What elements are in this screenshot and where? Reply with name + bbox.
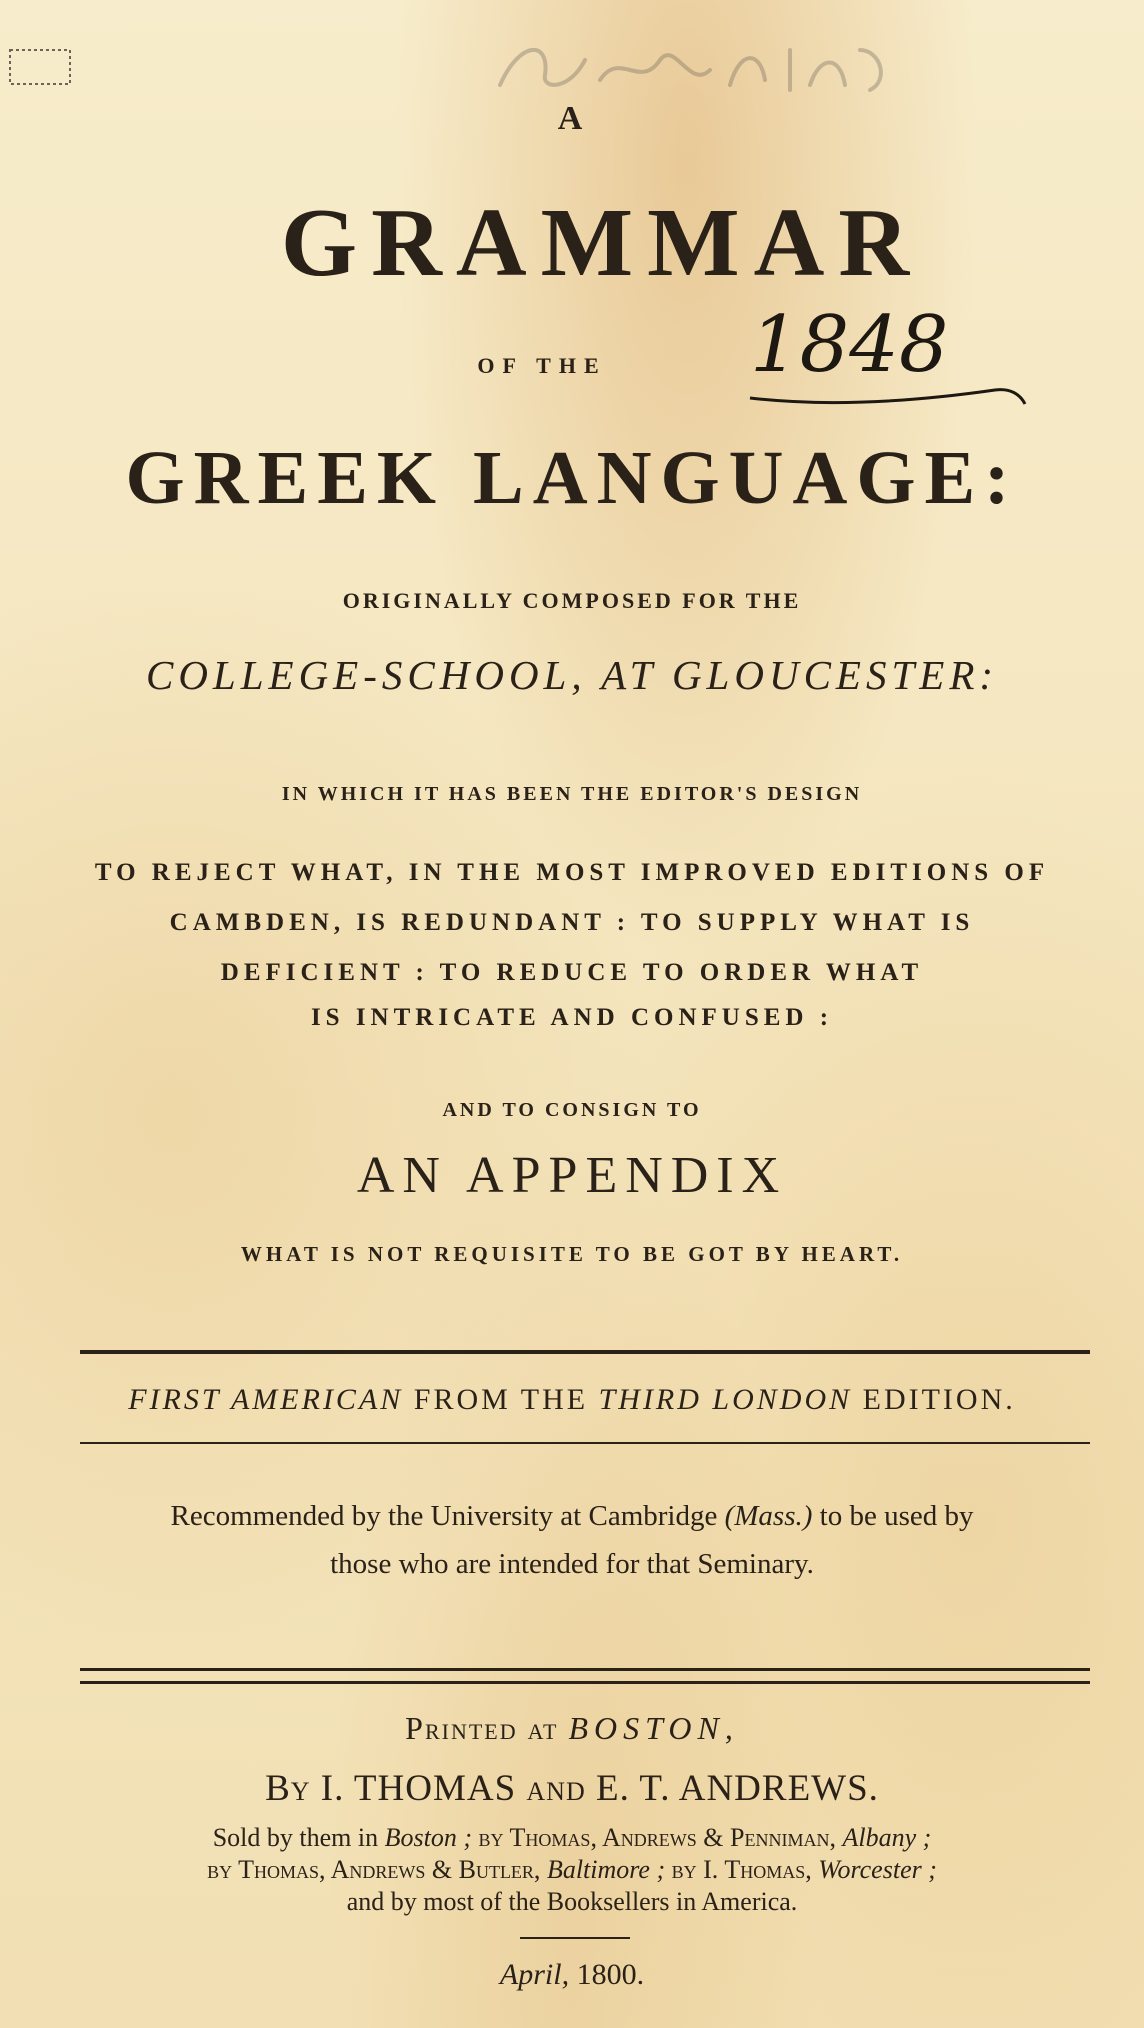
design-line-1: IN WHICH IT HAS BEEN THE EDITOR'S DESIGN [281, 783, 863, 805]
recommended-text: Recommended by the University at Cambridge [170, 1500, 718, 1532]
design-line-4: DEFICIENT : TO REDUCE TO ORDER WHAT [220, 959, 924, 986]
design-line-2: TO REJECT WHAT, IN THE MOST IMPROVED EDITIONS OF [94, 859, 1050, 886]
appendix-line-3: WHAT IS NOT REQUISITE TO BE GOT BY HEART. [240, 1242, 904, 1266]
design-line-3: CAMBDEN, IS REDUNDANT : TO SUPPLY WHAT IS [169, 909, 975, 936]
title-of-the: OF THE [477, 353, 607, 378]
divider-rule [80, 1350, 1090, 1354]
divider-rule [80, 1442, 1090, 1444]
title-grammar: GRAMMAR [280, 189, 924, 297]
edition-first-american: FIRST AMERICAN [128, 1383, 404, 1416]
edition-word: EDITION. [862, 1383, 1016, 1416]
sold-2-c: by I. Thomas, [671, 1855, 812, 1884]
title-article: A [557, 100, 587, 137]
edition-from-the: FROM THE [413, 1383, 589, 1416]
edition-line [0, 1385, 1144, 1415]
printed-city: BOSTON, [568, 1710, 739, 1746]
recommended-mass: (Mass.) [724, 1500, 813, 1532]
sold-1-d: Albany ; [842, 1823, 932, 1852]
sold-2-d: Worcester ; [818, 1855, 937, 1884]
imprint-sold-1 [0, 1825, 1144, 1851]
signature-scrawl [490, 30, 910, 110]
sold-1-b: Boston ; [384, 1823, 473, 1852]
imprint-sold-2 [0, 1857, 1144, 1883]
imprint-by-line: By I. THOMAS and E. T. ANDREWS. [265, 1768, 879, 1809]
title-greek-language: GREEK LANGUAGE: [125, 436, 1019, 520]
composed-line-2: COLLEGE-SCHOOL, AT GLOUCESTER: [145, 652, 999, 698]
handwritten-underline [745, 380, 1030, 420]
appendix-line-1: AND TO CONSIGN TO [442, 1099, 702, 1121]
edition-third-london: THIRD LONDON [598, 1383, 853, 1416]
recommended-line-2: those who are intended for that Seminary. [330, 1548, 814, 1580]
library-stamp-mark [8, 40, 78, 100]
date-year: 1800. [576, 1958, 645, 1991]
composed-line-1: ORIGINALLY COMPOSED FOR THE [342, 588, 802, 613]
recommended-line-1 [0, 1502, 1144, 1531]
date-month: April, [499, 1958, 570, 1991]
imprint-sold-3: and by most of the Booksellers in America. [346, 1887, 798, 1916]
printed-at: Printed at [405, 1710, 559, 1746]
design-line-5: IS INTRICATE AND CONFUSED : [310, 1004, 834, 1031]
recommended-to-be-used: to be used by [819, 1500, 974, 1532]
handwritten-year: 1848 [750, 300, 949, 390]
sold-2-a: by Thomas, Andrews & Butler, [207, 1855, 541, 1884]
sold-2-b: Baltimore ; [546, 1855, 666, 1884]
short-rule [520, 1937, 630, 1939]
sold-1-c: by Thomas, Andrews & Penniman, [478, 1823, 836, 1852]
imprint-date [0, 1960, 1144, 1990]
appendix-line-2: AN APPENDIX [356, 1147, 788, 1204]
double-rule [80, 1668, 1090, 1684]
sold-1-a: Sold by them in [212, 1823, 379, 1852]
imprint-printed [0, 1712, 1144, 1744]
